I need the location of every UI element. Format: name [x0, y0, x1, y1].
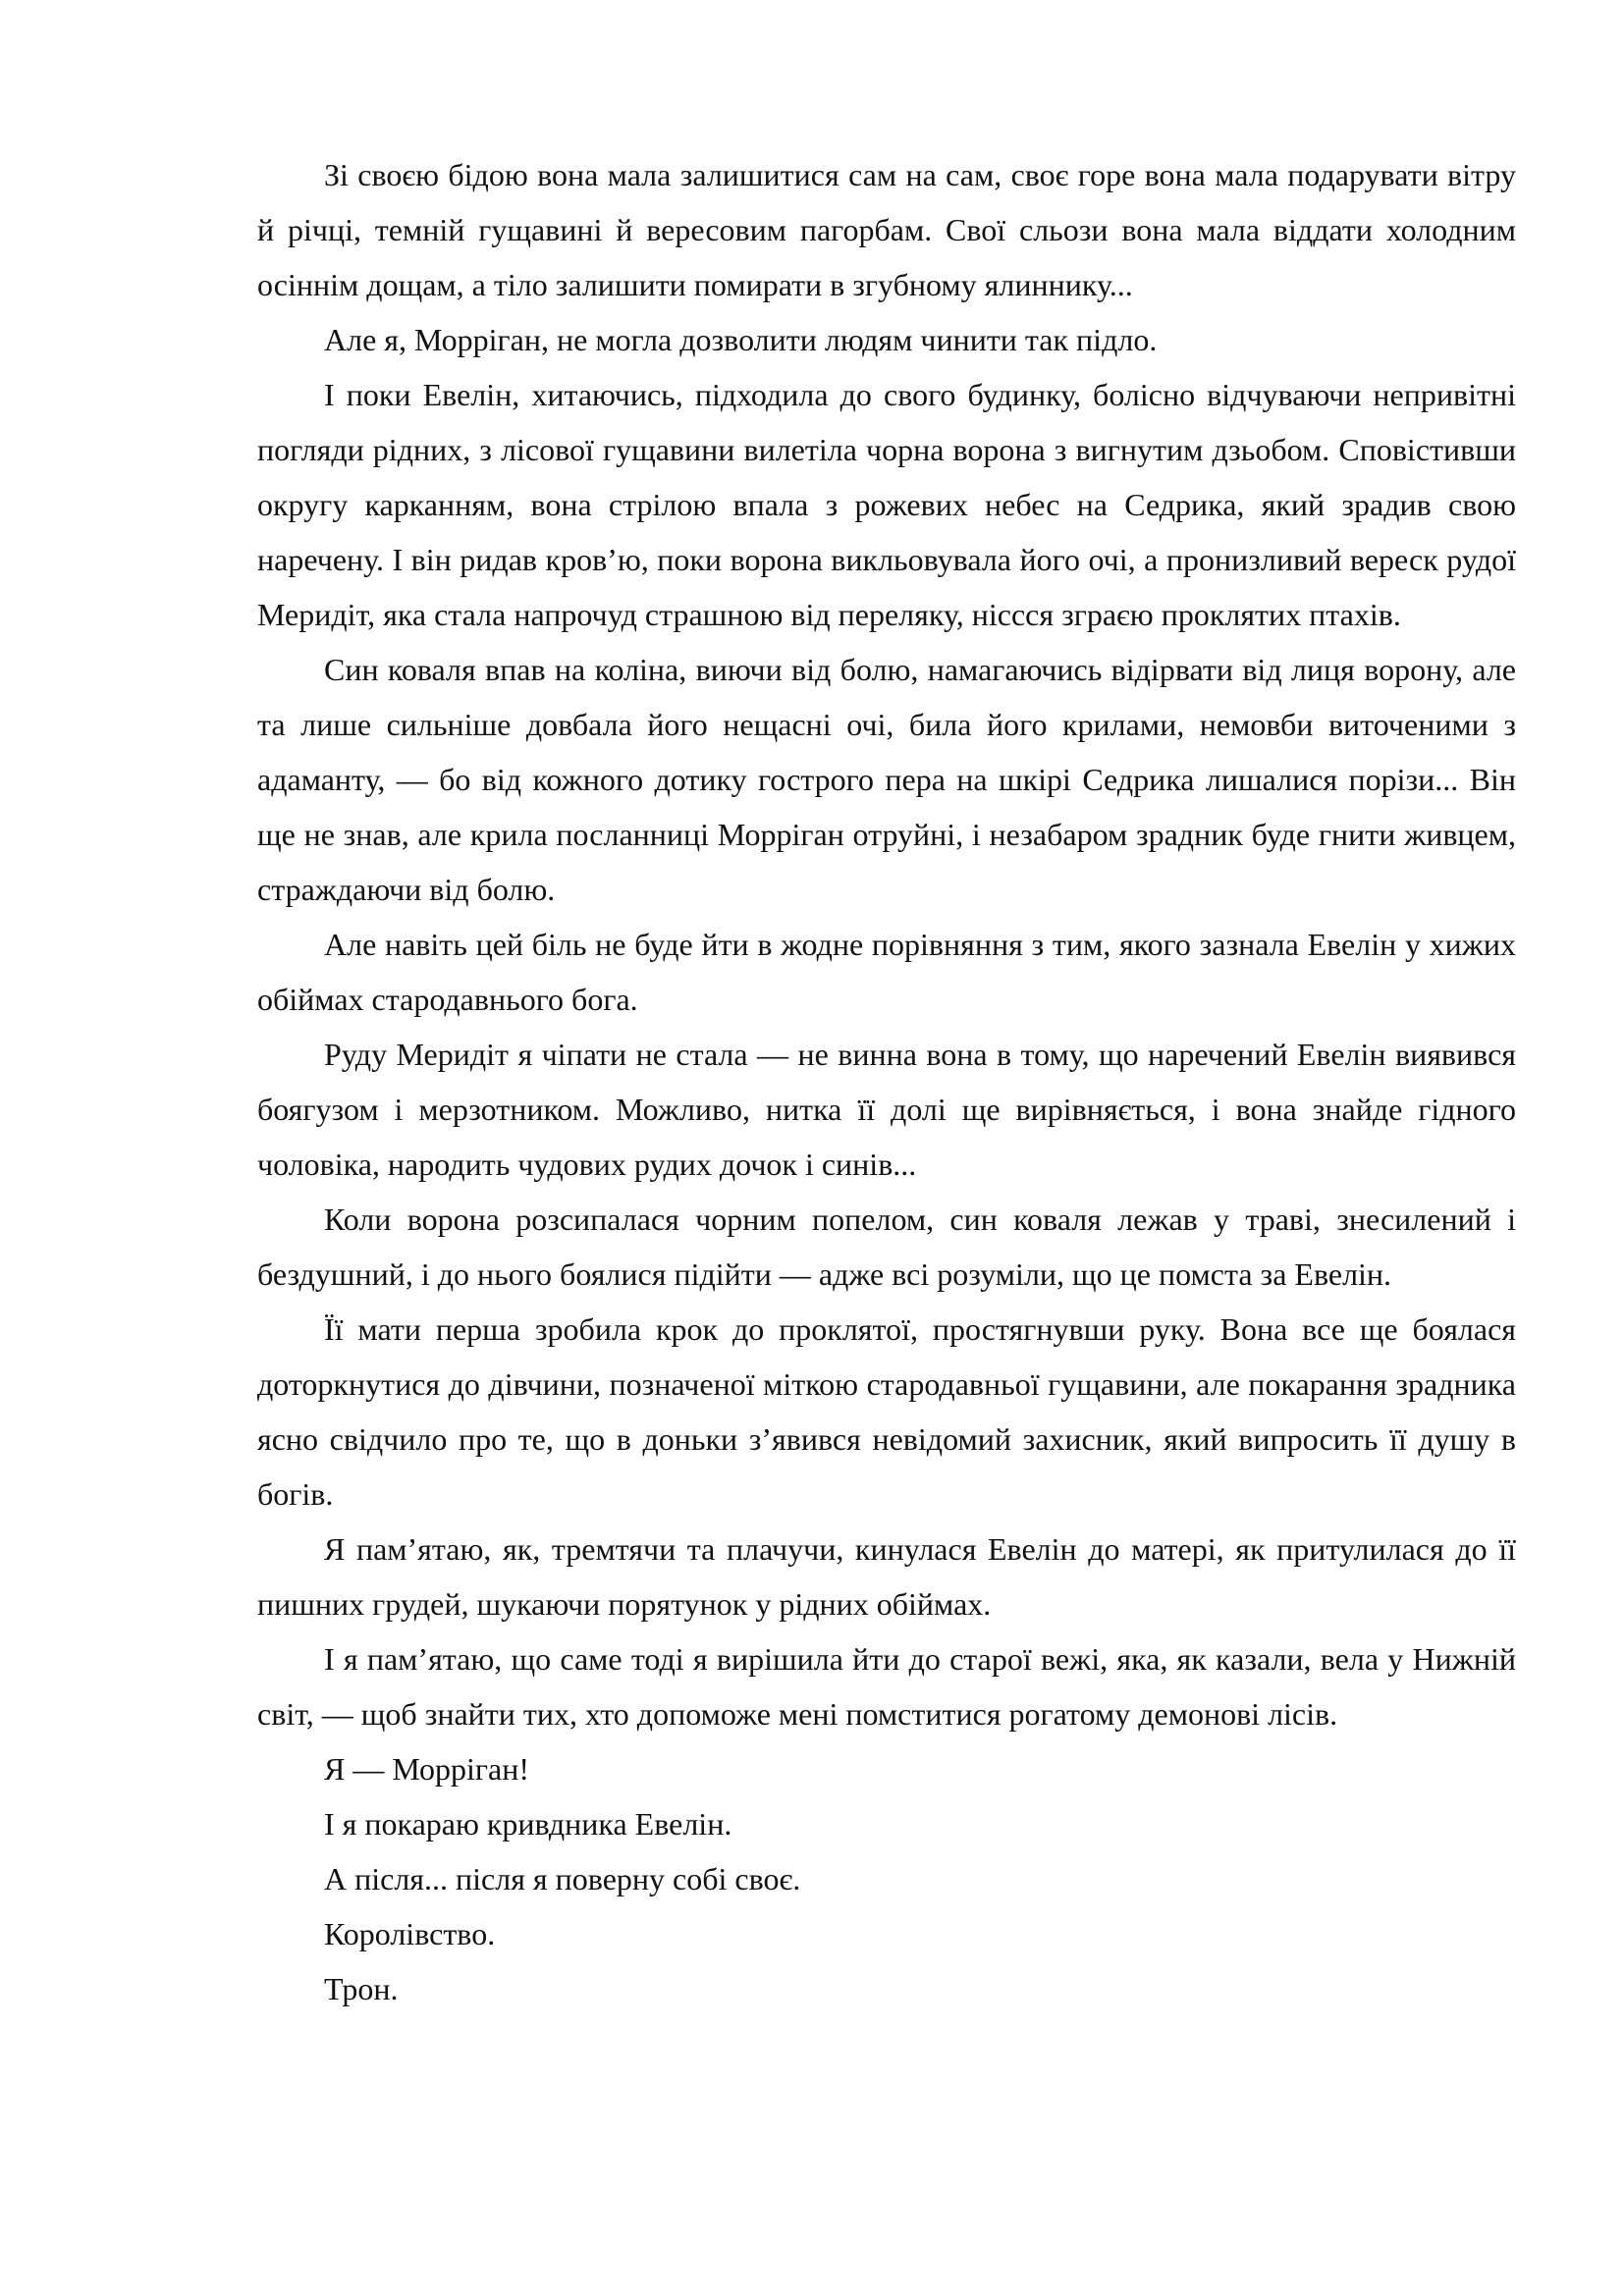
paragraph: І я пам’ятаю, що саме тоді я вирішила йти до старої вежі, яка, як казали, вела у Нижній світ, — щоб знайти тих, хто допоможе мені помститися рогатому демонові лісів. — [257, 1641, 1516, 1732]
document-body — [257, 147, 1516, 2016]
paragraph: І поки Евелін, хитаючись, підходила до свого будинку, болісно відчуваючи непривітні погляди рідних, з лісової гущавини вилетіла чорна ворона з вигнутим дзьобом. Сповістивши округу карканням, вона стрілою впала з рожевих небес на Седрика, який зрадив свою наречену. І він ридав кров’ю, поки ворона викльовувала його очі, а пронизливий вереск рудої Меридіт, яка стала напрочуд страшною від переляку, ніссся зграєю проклятих птахів. — [257, 377, 1516, 632]
paragraph: Руду Меридіт я чіпати не стала — не винна вона в тому, що наречений Евелін виявився боягузом і мерзотником. Можливо, нитка її долі ще вирівняється, і вона знайде гідного чоловіка, народить чудових рудих дочок і синів... — [257, 1037, 1516, 1182]
paragraph: Зі своєю бідою вона мала залишитися сам на сам, своє горе вона мала подарувати вітру й річці, темній гущавині й вересовим пагорбам. Свої сльози вона мала віддати холодним осіннім дощам, а тіло залишити помирати в згубному ялиннику... — [257, 157, 1516, 302]
paragraph: Але навіть цей біль не буде йти в жодне порівняння з тим, якого зазнала Евелін у хижих обіймах стародавнього бога. — [257, 927, 1516, 1017]
paragraph: Я пам’ятаю, як, тремтячи та плачучи, кинулася Евелін до матері, як притулилася до її пишних грудей, шукаючи порятунок у рідних обіймах. — [257, 1531, 1516, 1622]
paragraph: І я покараю кривдника Евелін. — [324, 1806, 732, 1842]
paragraph: Королівство. — [324, 1916, 496, 1951]
paragraph: Але я, Морріган, не могла дозволити людям чинити так підло. — [324, 322, 1158, 357]
paragraph: Трон. — [324, 1971, 399, 2006]
paragraph: Коли ворона розсипалася чорним попелом, син коваля лежав у траві, знесилений і бездушний, і до нього боялися підійти — адже всі розуміли, що це помста за Евелін. — [257, 1201, 1516, 1292]
paragraph: А після... після я поверну собі своє. — [324, 1861, 801, 1896]
paragraph: Її мати перша зробила крок до проклятої, простягнувши руку. Вона все ще боялася доторкнутися до дівчини, позначеної міткою стародавньої гущавини, але покарання зрадника ясно свідчило про те, що в доньки з’явився невідомий захисник, який випросить її душу в богів. — [257, 1311, 1516, 1512]
paragraph: Син коваля впав на коліна, виючи від болю, намагаючись відірвати від лиця ворону, але та лише сильніше довбала його нещасні очі, била його крилами, немовби виточеними з адаманту, — бо від кожного дотику гострого пера на шкірі Седрика лишалися порізи... Він ще не знав, але крила посланниці Морріган отруйні, і незабаром зрадник буде гнити живцем, страждаючи від болю. — [257, 652, 1516, 907]
paragraph: Я — Морріган! — [324, 1751, 529, 1787]
